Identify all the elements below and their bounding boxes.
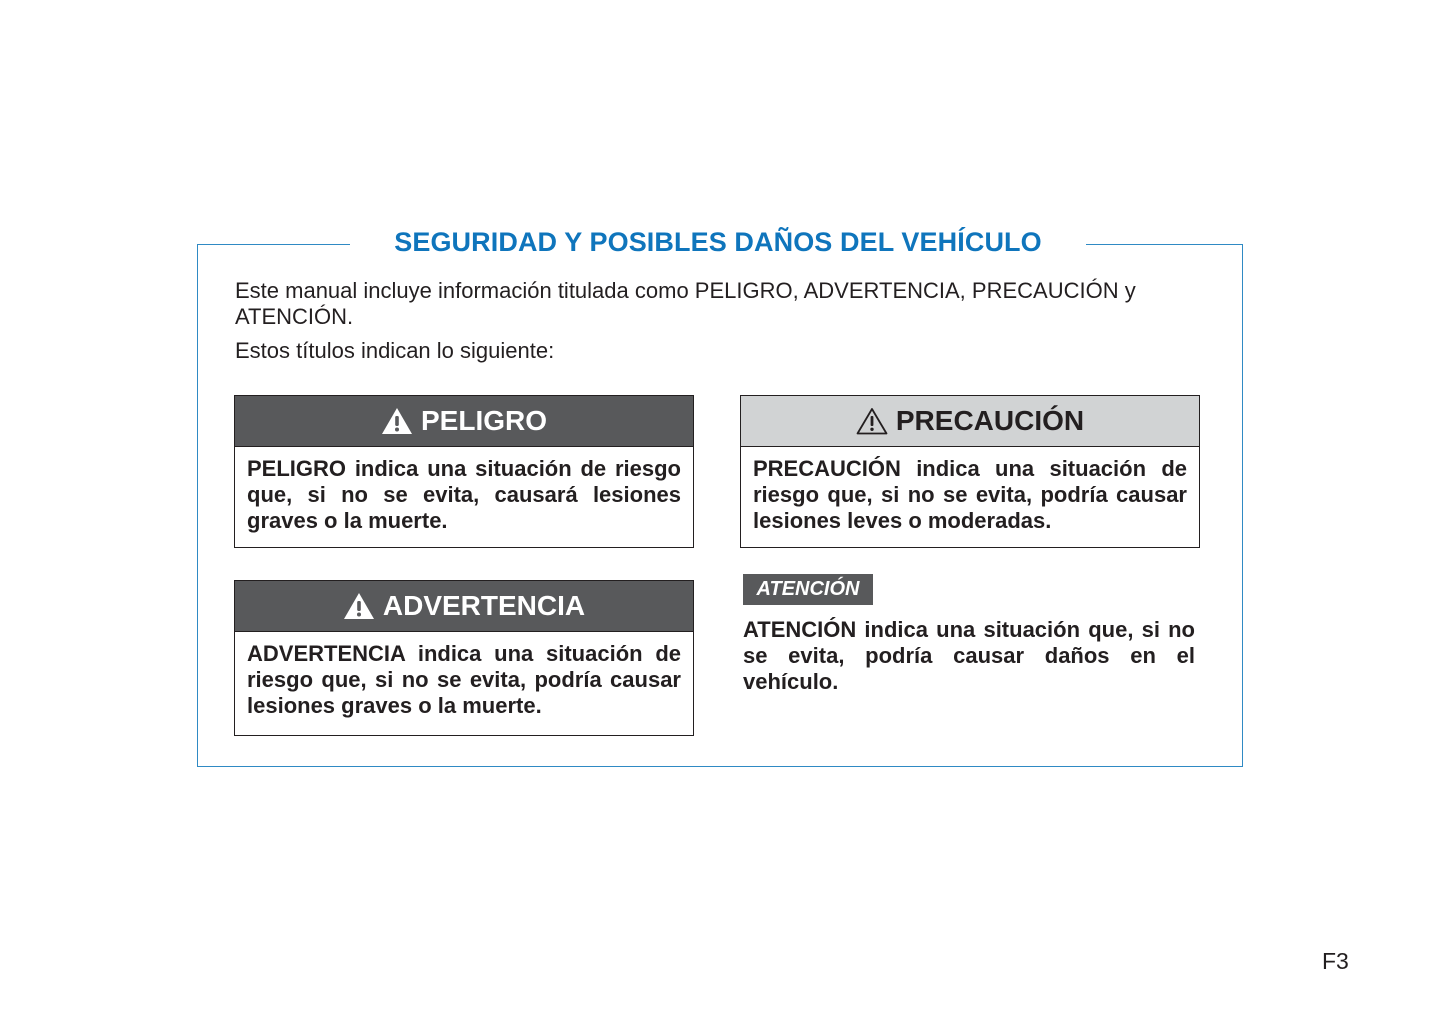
intro-paragraph: Este manual incluye información titulada como PELIGRO, ADVERTENCIA, PRECAUCIÓN y ATENCIÓN. [235, 278, 1136, 329]
advertencia-header [235, 581, 693, 632]
precaucion-notice [740, 395, 1200, 548]
atencion-tag: ATENCIÓN [743, 574, 873, 605]
advertencia-notice [234, 580, 694, 736]
advertencia-heading: ADVERTENCIA [382, 590, 586, 621]
advertencia-text: ADVERTENCIA indica una situación de riesgo que, si no se evita, podría causar lesiones graves o la muerte. [247, 641, 681, 718]
peligro-header [235, 396, 693, 447]
intro-text [235, 278, 1225, 364]
peligro-notice [234, 395, 694, 548]
page-number: F3 [1322, 948, 1349, 974]
warning-triangle-icon [381, 407, 413, 435]
peligro-text: PELIGRO indica una situación de riesgo que, si no se evita, causará lesiones graves o la muerte. [247, 456, 681, 533]
warning-triangle-outline-icon [856, 407, 888, 435]
atencion-text: ATENCIÓN indica una situación que, si no se evita, podría causar daños en el vehículo. [743, 617, 1195, 694]
peligro-heading: PELIGRO [420, 405, 547, 436]
precaucion-text: PRECAUCIÓN indica una situación de riesgo que, si no se evita, podría causar lesiones leves o moderadas. [753, 456, 1187, 533]
warning-triangle-icon [343, 592, 375, 620]
precaucion-heading: PRECAUCIÓN [895, 405, 1085, 436]
section-title: SEGURIDAD Y POSIBLES DAÑOS DEL VEHÍCULO [350, 222, 1086, 262]
precaucion-header [741, 396, 1199, 447]
intro-paragraph-2: Estos títulos indican lo siguiente: [235, 338, 555, 363]
